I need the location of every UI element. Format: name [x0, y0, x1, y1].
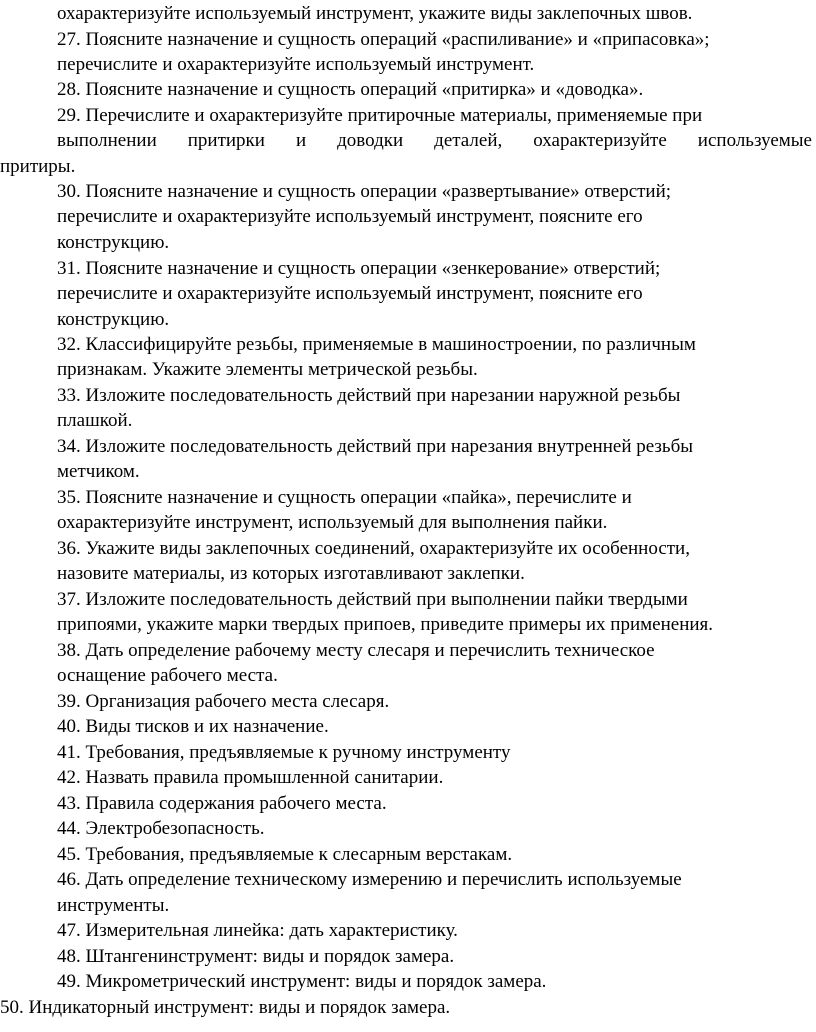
question-43: 43. Правила содержания рабочего места. [57, 793, 387, 814]
question-44: 44. Электробезопасность. [57, 818, 265, 839]
question-34: 34. Изложите последовательность действий при нарезания внутренней резьбы [57, 436, 693, 457]
text-line: оснащение рабочего места. [57, 665, 278, 686]
text-line: плашкой. [57, 410, 133, 431]
word: выполнении [57, 130, 157, 151]
justified-text-line [57, 128, 812, 153]
question-36: 36. Укажите виды заклепочных соединений, охарактеризуйте их особенности, [57, 538, 690, 559]
question-28: 28. Поясните назначение и сущность операций «притирка» и «доводка». [57, 79, 644, 100]
text-line: охарактеризуйте используемый инструмент, укажите виды заклепочных швов. [57, 3, 693, 24]
question-38: 38. Дать определение рабочему месту слесаря и перечислить техническое [57, 640, 655, 661]
text-line: перечислите и охарактеризуйте используемый инструмент, поясните его [57, 206, 643, 227]
question-45: 45. Требования, предъявляемые к слесарным верстакам. [57, 844, 513, 865]
text-line: охарактеризуйте инструмент, используемый для выполнения пайки. [57, 512, 608, 533]
text-line: назовите материалы, из которых изготавливают заклепки. [57, 563, 525, 584]
word: деталей, [434, 130, 503, 151]
word: используемые [697, 130, 812, 151]
word: и [295, 130, 307, 151]
question-48: 48. Штангенинструмент: виды и порядок замера. [57, 946, 455, 967]
question-41: 41. Требования, предъявляемые к ручному инструменту [57, 742, 511, 763]
question-33: 33. Изложите последовательность действий при нарезании наружной резьбы [57, 385, 681, 406]
question-29: 29. Перечислите и охарактеризуйте притирочные материалы, применяемые при [57, 105, 703, 126]
word: доводки [337, 130, 404, 151]
text-line: конструкцию. [57, 232, 170, 253]
question-37: 37. Изложите последовательность действий при выполнении пайки твердыми [57, 589, 688, 610]
question-40: 40. Виды тисков и их назначение. [57, 716, 329, 737]
question-35: 35. Поясните назначение и сущность операции «пайка», перечислите и [57, 487, 632, 508]
word: охарактеризуйте [533, 130, 667, 151]
question-32: 32. Классифицируйте резьбы, применяемые в машиностроении, по различным [57, 334, 696, 355]
text-line: признакам. Укажите элементы метрической резьбы. [57, 359, 478, 380]
text-line: инструменты. [57, 895, 170, 916]
question-27: 27. Поясните назначение и сущность операций «распиливание» и «припасовка»; [57, 29, 710, 50]
text-line: припоями, укажите марки твердых припоев, приведите примеры их применения. [57, 614, 714, 635]
question-49: 49. Микрометрический инструмент: виды и порядок замера. [57, 971, 547, 992]
text-line: притиры. [0, 156, 76, 177]
question-30: 30. Поясните назначение и сущность операции «развертывание» отверстий; [57, 181, 672, 202]
question-31: 31. Поясните назначение и сущность операции «зенкерование» отверстий; [57, 258, 661, 279]
word: притирки [187, 130, 265, 151]
question-42: 42. Назвать правила промышленной санитарии. [57, 767, 444, 788]
text-line: метчиком. [57, 461, 140, 482]
text-line: перечислите и охарактеризуйте используемый инструмент. [57, 54, 535, 75]
question-47: 47. Измерительная линейка: дать характеристику. [57, 920, 458, 941]
question-46: 46. Дать определение техническому измерению и перечислить используемые [57, 869, 682, 890]
text-line: перечислите и охарактеризуйте используемый инструмент, поясните его [57, 283, 643, 304]
question-39: 39. Организация рабочего места слесаря. [57, 691, 390, 712]
text-line: конструкцию. [57, 309, 170, 330]
question-50: 50. Индикаторный инструмент: виды и порядок замера. [0, 997, 451, 1018]
